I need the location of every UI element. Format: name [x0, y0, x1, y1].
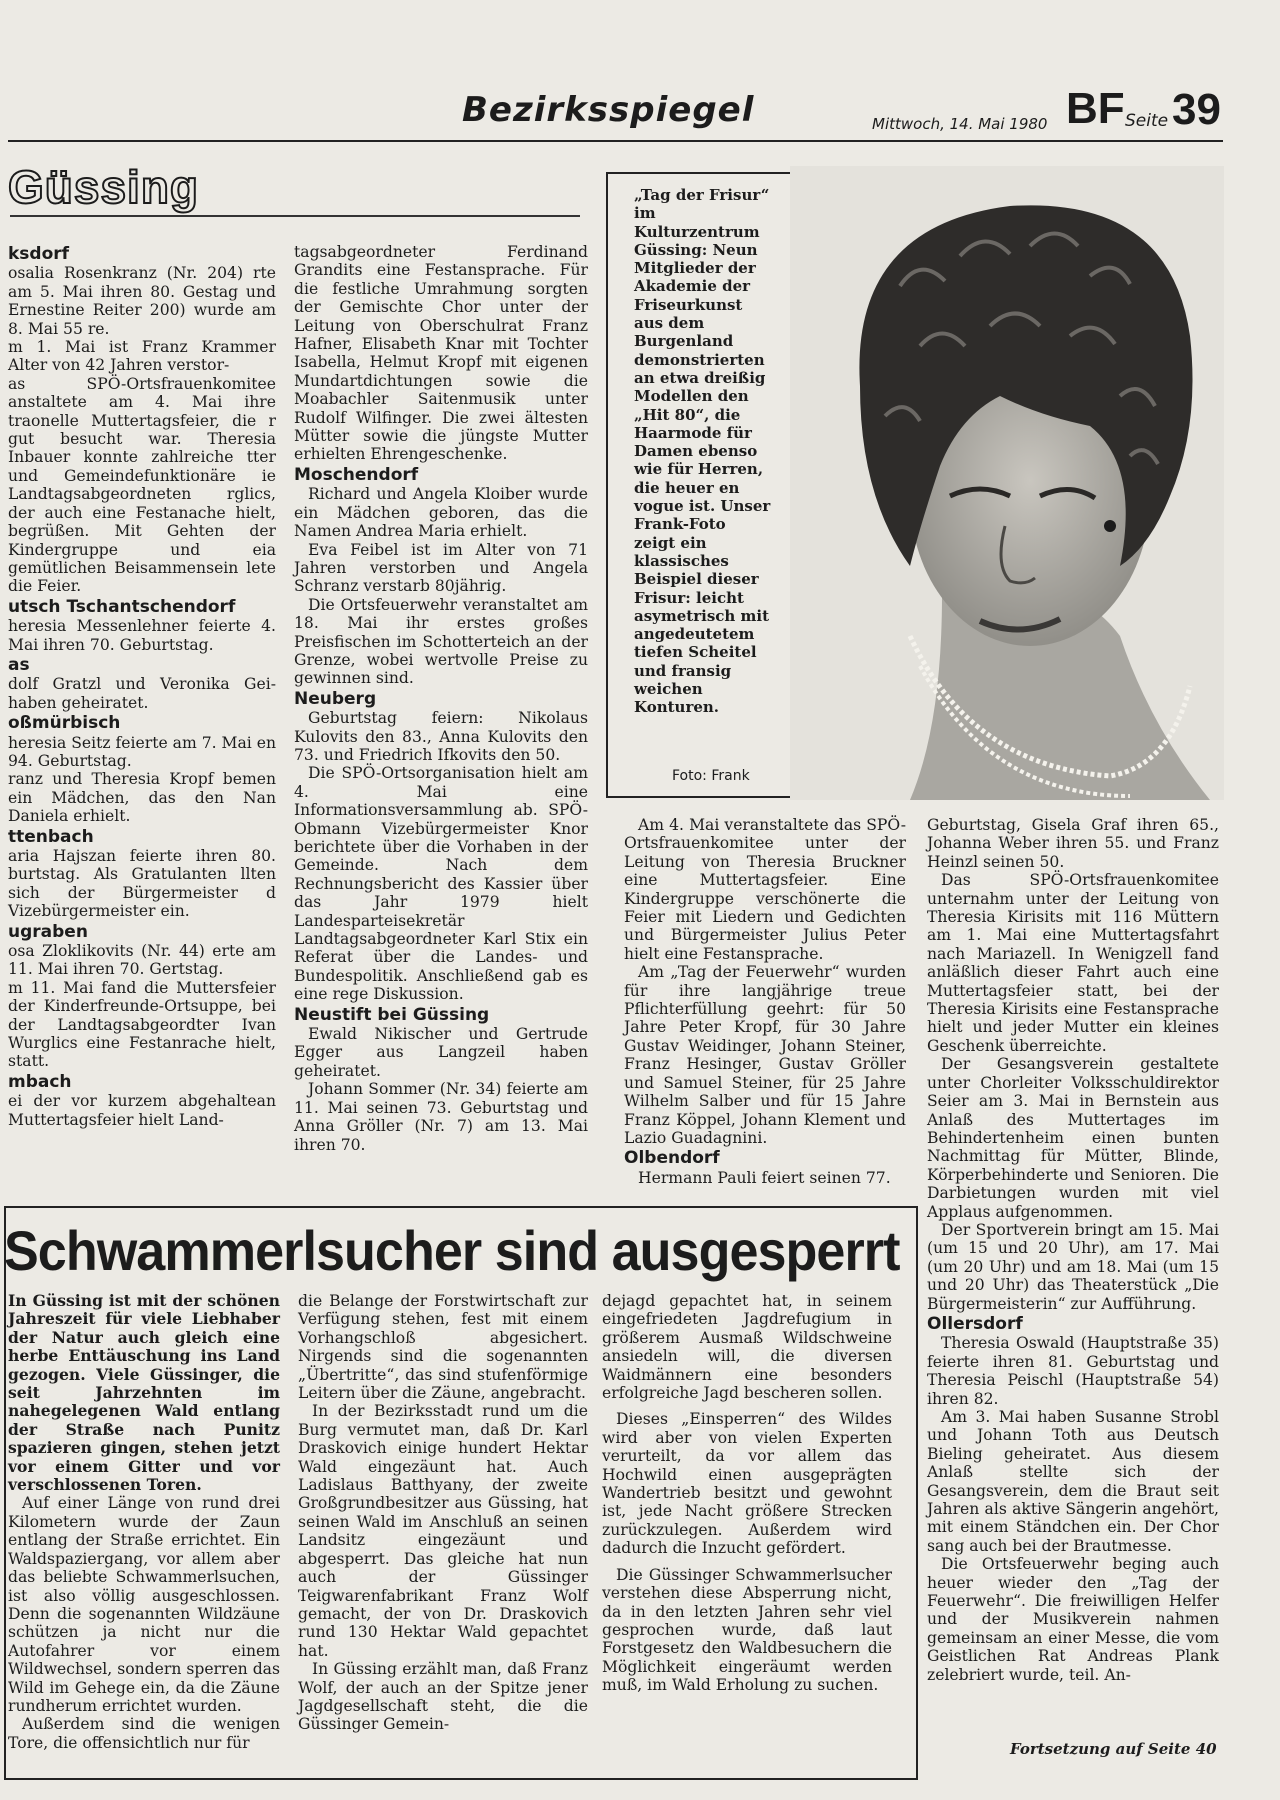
paragraph: Ewald Nikischer und Gertrude Egger aus Langzeil haben geheiratet. — [294, 1025, 588, 1080]
paragraph: Eva Feibel ist im Alter von 71 Jahren verstorben und Angela Schranz verstarb 80jährig. — [294, 540, 588, 596]
paragraph: die Belange der Forstwirtschaft zur Verfügung stehen, fest mit einem Vorhangschloß abgesichert. Nirgends sind die sogenannten „Übertritte“, das sind stufenförmige Leitern über die Zäune, angebracht. — [298, 1292, 588, 1403]
locality-heading: Neuberg — [294, 688, 377, 709]
article-lead: In Güssing ist mit der schönen Jahreszeit für viele Liebhaber der Natur auch gleich eine herbe Enttäuschung ins Land gezogen. Viele Güssinger, die seit Jahrzehnten im nahegelegenen Wald entlang der Straße nach Punitz spazieren gingen, stehen jetzt vor einem Gitter und vor verschlossenen Toren. — [8, 1291, 280, 1495]
paragraph: Die Ortsfeuerwehr veranstaltet am 18. Mai ihr erstes großes Preisfischen im Schotterteich an der Grenze, wobei wertvolle Preise zu gewinnen sind. — [294, 595, 588, 688]
paragraph: Richard und Angela Kloiber wurde ein Mädchen geboren, das die Namen Andrea Maria erhielt. — [294, 485, 588, 541]
paragraph: tagsabgeordneter Ferdinand Grandits eine Festansprache. Für die festliche Umrahmung sorgten der Gemischte Chor unter der Leitung von Oberschulrat Franz Hafner, Elisabeth Knar mit Tochter Isabella, Helmut Kropf mit eigenen Mundartdichtungen sowie die Moabachler Saitenmusik unter Rudolf Wilfinger. Die zwei ältesten Mütter sowie die jüngste Mutter erhielten Ehrengeschenke. — [294, 243, 588, 464]
page-number: 39 — [1172, 85, 1221, 134]
column-4 — [927, 816, 1219, 1684]
article-column-2 — [298, 1292, 588, 1734]
photo-credit: Foto: Frank — [672, 768, 750, 784]
locality-heading: Olbendorf — [624, 1148, 720, 1169]
paragraph: In Güssing erzählt man, daß Franz Wolf, der auch an der Spitze jener Jagdgesellschaft steht, die die Güssinger Gemein- — [298, 1660, 588, 1734]
column-3 — [624, 816, 906, 1187]
paragraph: Hermann Pauli feiert seinen 77. — [638, 1168, 891, 1187]
paragraph: Die SPÖ-Ortsorganisation hielt am 4. Mai eine Informationsversammlung ab. SPÖ-Obmann Vizebürgermeister Knor berichtete über die Vorhaben in der Gemeinde. Nach dem Rechnungsbericht des Kassier über das Jahr 1979 hielt Landesparteisekretär Landtagsabgeordneter Karl Stix ein Referat über die Landes- und Bundespolitik. Anschließend gab es eine rege Diskussion. — [294, 764, 588, 1004]
paragraph: osa Zloklikovits (Nr. 44) erte am 11. Mai ihren 70. Gertstag. — [8, 942, 276, 979]
locality-heading: mbach — [8, 1071, 72, 1092]
article-column-1 — [8, 1292, 280, 1752]
paragraph: as SPÖ-Ortsfrauenkomitee anstaltete am 4. Mai ihre traonelle Muttertagsfeier, die r gut besucht war. Theresia Inbauer konnte zahlreiche tter und Gemeindefunktionäre ie Landtagsabgeordneten rglics, der auch eine Festanache hielt, begrüßen. Mit Gehten der Kindergruppe und eia gemütlichen Beisammensein lete die Feier. — [8, 374, 276, 596]
continuation-note: Fortsetzung auf Seite 40 — [1010, 1740, 1217, 1758]
paragraph: m 1. Mai ist Franz Krammer Alter von 42 Jahren verstor- — [8, 338, 276, 375]
paragraph: Geburtstag, Gisela Graf ihren 65., Johanna Weber ihren 55. und Franz Heinzl seinen 50. — [927, 816, 1219, 871]
portrait-photo — [790, 166, 1224, 800]
woman-portrait-image — [790, 166, 1224, 800]
paragraph: Das SPÖ-Ortsfrauenkomitee unternahm unter der Leitung von Theresia Kirisits mit 116 Müttern am 1. Mai eine Muttertagsfahrt nach Mariazell. In Wenigzell fand anläßlich dieser Fahrt auch eine Muttertagsfeier statt, bei der Theresia Kirisits eine Festansprache hielt und jeder Mutter ein kleines Geschenk überreichte. — [927, 871, 1219, 1055]
paragraph: Dieses „Einsperren“ des Wildes wird aber von vielen Experten verurteilt, da vor allem das Hochwild einen ausgeprägten Wandertrieb besitzt und gewohnt ist, jede Nacht größere Strecken zurückzulegen. Außerdem wird dadurch die Inzucht gefördert. — [602, 1410, 892, 1558]
locality-heading: Neustift bei Güssing — [294, 1004, 490, 1025]
paragraph: Theresia Oswald (Hauptstraße 35) feierte ihren 81. Geburtstag und Theresia Peischl (Hauptstraße 54) ihren 82. — [927, 1334, 1219, 1408]
paragraph: Am 3. Mai haben Susanne Strobl und Johann Toth aus Deutsch Bieling geheiratet. Aus diesem Anlaß stellte sich der Gesangsverein, dem die Braut seit Jahren als aktive Sängerin angehört, mit einem Ständchen ein. Der Chor sang auch bei der Brautmesse. — [927, 1408, 1219, 1555]
locality-heading: ttenbach — [8, 826, 94, 847]
paragraph: heresia Seitz feierte am 7. Mai en 94. Geburtstag. — [8, 733, 277, 770]
locality-heading: oßmürbisch — [8, 713, 121, 734]
paragraph: ranz und Theresia Kropf bemen ein Mädchen, das den Nan Daniela erhielt. — [8, 770, 276, 826]
paragraph: Am „Tag der Feuerwehr“ wurden für ihre langjährige treue Pflichterfüllung geehrt: für 50 Jahre Peter Kropf, für 30 Jahre Gustav Weidinger, Johann Steiner, Franz Hesinger, Gustav Gröller und Samuel Steiner, für 25 Jahre Wilhelm Salber und für 15 Jahre Franz Köppel, Johann Klement und Lazio Guadagnini. — [624, 963, 906, 1147]
paragraph: Am 4. Mai veranstaltete das SPÖ-Ortsfrauenkomitee unter der Leitung von Theresia Bruckner eine Muttertagsfeier. Eine Kindergruppe verschönerte die Feier mit Liedern und Gedichten und Bürgermeister Julius Peter hielt eine Festansprache. — [624, 816, 906, 963]
paragraph: dejagd gepachtet hat, in seinem eingefriedeten Jagdrefugium in größerem Ausmaß Wildschweine ansiedeln will, die diversen Waidmännern eine besonders erfolgreiche Jagd bescheren sollen. — [602, 1292, 892, 1403]
paragraph: m 11. Mai fand die Muttersfeier der Kinderfreunde-Ortsuppe, bei der Landtagsabgeordter Ivan Wurglics eine Festanrache hielt, statt. — [8, 978, 276, 1071]
article-column-3 — [602, 1292, 892, 1695]
region-title: Güssing — [8, 161, 200, 213]
locality-heading: Moschendorf — [294, 464, 419, 485]
paragraph: Der Sportverein bringt am 15. Mai (um 15 und 20 Uhr), am 17. Mai (um 20 Uhr) und am 18. Mai (um 15 und 20 Uhr) das Theaterstück „Die Bürgermeisterin“ zur Aufführung. — [927, 1220, 1219, 1313]
region-rule — [10, 215, 580, 217]
paragraph: Johann Sommer (Nr. 34) feierte am 11. Mai seinen 73. Geburtstag und Anna Gröller (Nr. 7) am 13. Mai ihren 70. — [294, 1080, 588, 1154]
paragraph: osalia Rosenkranz (Nr. 204) rte am 5. Mai ihren 80. Gestag und Ernestine Reiter 200) wurde am 8. Mai 55 re. — [8, 264, 276, 338]
paragraph: ei der vor kurzem abgehaltean Muttertagsfeier hielt Land- — [8, 1092, 276, 1129]
newspaper-logo: BF — [1066, 84, 1125, 133]
paragraph: Geburtstag feiern: Nikolaus Kulovits den 83., Anna Kulovits den 73. und Friedrich Ifkovits den 50. — [294, 709, 588, 764]
paragraph: aria Hajszan feierte ihren 80. burtstag. Als Gratulanten llten sich der Bürgermeister d Vizebürgermeister ein. — [8, 847, 276, 921]
column-2 — [294, 243, 588, 1154]
issue-date: Mittwoch, 14. Mai 1980 — [872, 115, 1048, 133]
locality-heading: as — [8, 654, 30, 675]
paragraph: Die Ortsfeuerwehr beging auch heuer wieder den „Tag der Feuerwehr“. Die freiwilligen Helfer und der Musikverein nahmen gemeinsam an einer Messe, die vom Geistlichen Rat Andreas Plank zelebriert wurde, teil. An- — [927, 1555, 1219, 1684]
article-headline: Schwammerlsucher sind ausgesperrt — [4, 1219, 900, 1282]
locality-heading: utsch Tschantschendorf — [8, 596, 236, 617]
page-label: Seite — [1125, 111, 1169, 131]
column-1 — [8, 243, 276, 1129]
paragraph: heresia Messenlehner feierte 4. Mai ihren 70. Geburtstag. — [8, 617, 276, 654]
paragraph: Außerdem sind die wenigen Tore, die offensichtlich nur für — [8, 1715, 280, 1752]
paragraph: In der Bezirksstadt rund um die Burg vermutet man, daß Dr. Karl Draskovich einige hundert Hektar Wald eingezäunt hat. Auch Ladislaus Batthyany, der zweite Großgrundbesitzer aus Güssing, hat seinen Wald im Anschluß an seinen Landsitz eingezäunt und abgesperrt. Das gleiche hat nun auch der Güssinger Teigwarenfabrikant Franz Wolf gemacht, der von Dr. Draskovich rund 130 Hektar Wald gepachtet hat. — [298, 1402, 588, 1660]
paragraph: Die Güssinger Schwammerlsucher verstehen diese Absperrung nicht, da in den letzten Jahren sehr viel gesprochen wurde, daß laut Forstgesetz den Waldbesuchern die Möglichkeit eingeräumt werden muß, im Wald Erholung zu suchen. — [602, 1565, 892, 1695]
locality-heading: ksdorf — [8, 244, 70, 264]
paragraph: dolf Gratzl und Veronika Gei- haben geheiratet. — [8, 675, 276, 712]
paragraph: Der Gesangsverein gestaltete unter Chorleiter Volksschuldirektor Seier am 3. Mai in Bernstein aus Anlaß des Muttertages im Behindertenheim einen bunten Nachmittag für Mütter, Blinde, Körperbehinderte und Senioren. Die Darbietungen wurden mit viel Applaus aufgenommen. — [927, 1055, 1219, 1221]
section-title: Bezirksspiegel — [462, 90, 755, 130]
photo-caption: „Tag der Frisur“ im Kulturzentrum Güssing: Neun Mitglieder der Akademie der Friseurkunst aus dem Burgenland demonstrierten an etwa dreißig Modellen den „Hit 80“, die Haarmode für Damen ebenso wie für Herren, die heuer en vogue ist. Unser Frank-Foto zeigt ein klassisches Beispiel dieser Frisur: leicht asymetrisch mit angedeutetem tiefen Scheitel und fransig weichen Konturen. — [634, 186, 771, 717]
locality-heading: ugraben — [8, 921, 88, 942]
locality-heading: Ollersdorf — [927, 1313, 1023, 1334]
header-rule — [8, 140, 1223, 142]
paragraph: Auf einer Länge von rund drei Kilometern wurde der Zaun entlang der Straße errichtet. Ein Waldspaziergang, vor allem aber das beliebte Schwammerlsuchen, ist also völlig ausgeschlossen. Denn die sogenannten Wildzäune schützen ja nicht nur die Autofahrer vor einem Wildwechsel, sondern sperren das Wild im Gehege ein, da die Zäune rundherum errichtet wurden. — [8, 1494, 280, 1715]
